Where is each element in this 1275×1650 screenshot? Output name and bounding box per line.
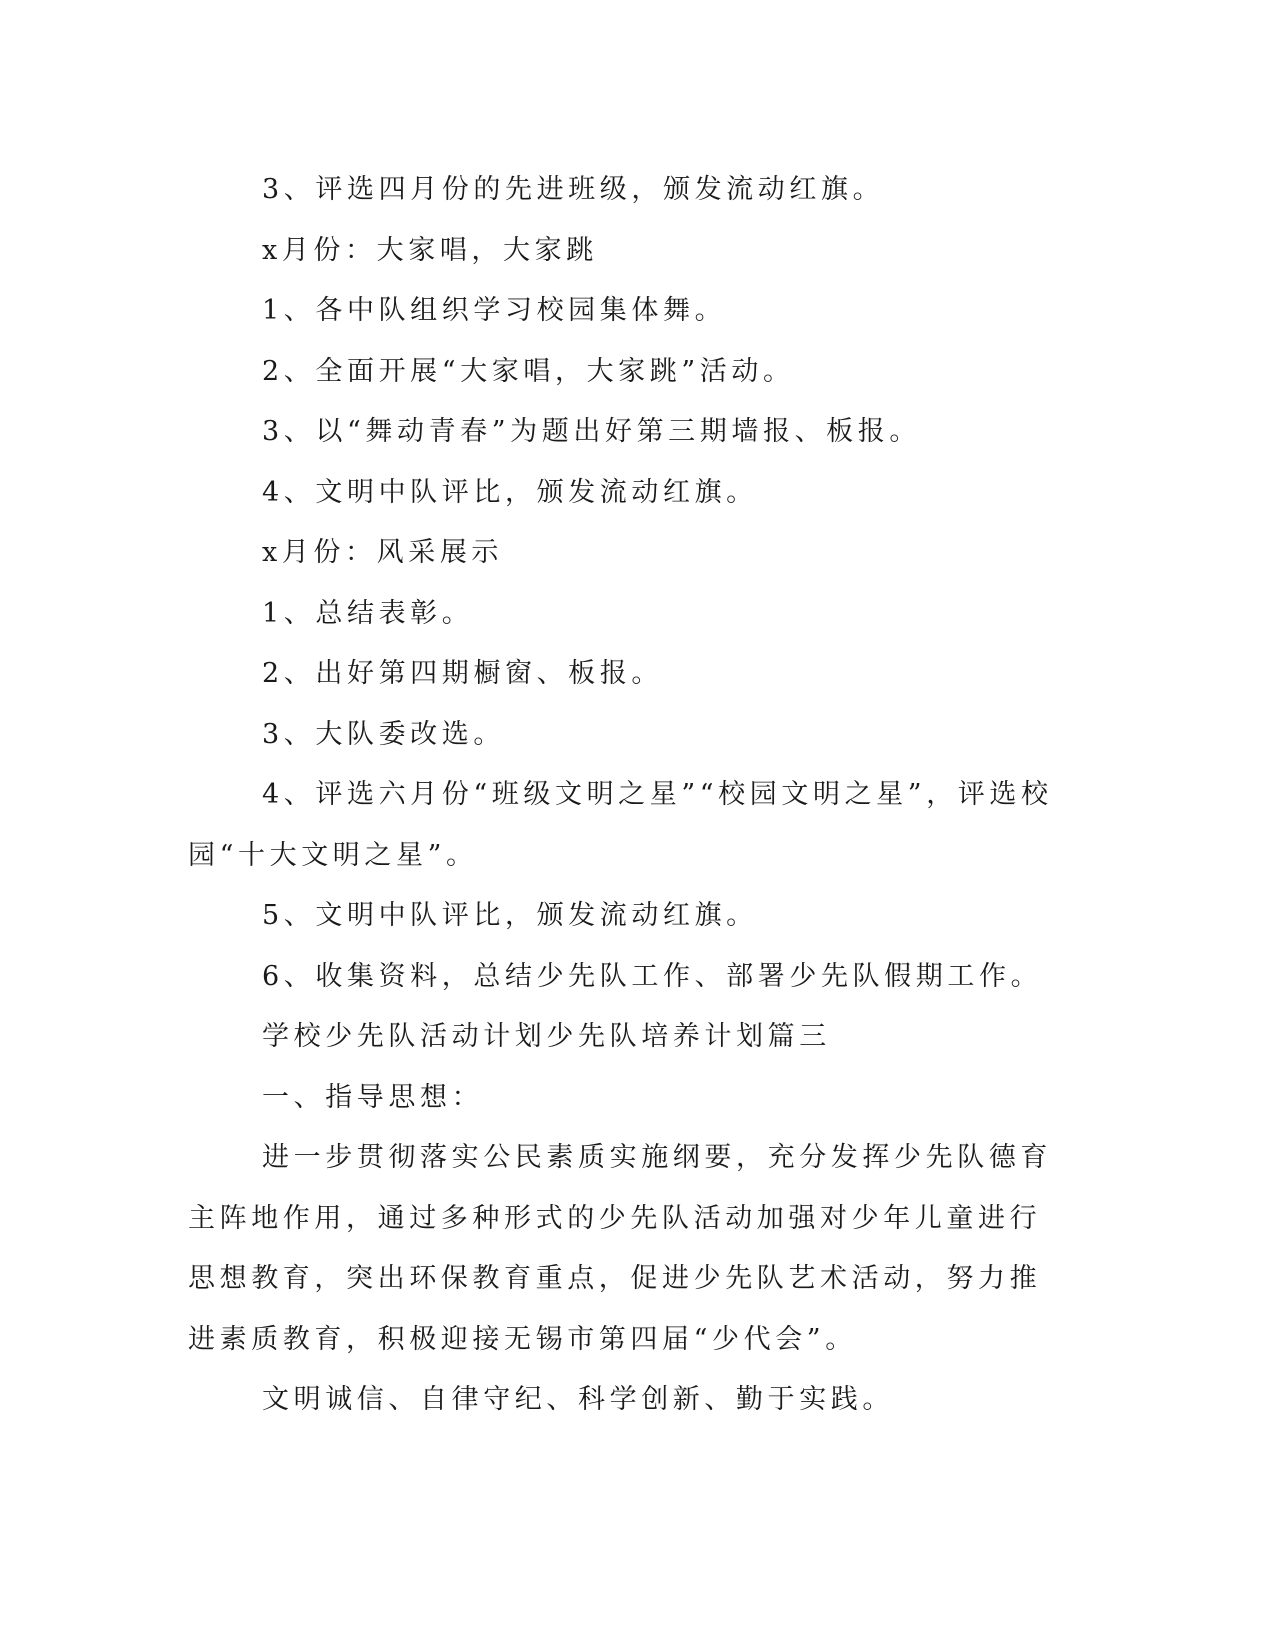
- paragraph-squad-evaluation-2: 5、文明中队评比，颁发流动红旗。: [262, 900, 758, 931]
- paragraph-summary-work: 6、收集资料，总结少先队工作、部署少先队假期工作。: [262, 960, 1043, 992]
- heading-month-showcase: x月份：风采展示: [262, 537, 504, 568]
- paragraph-campus-dance: 1、各中队组织学习校园集体舞。: [262, 295, 727, 326]
- paragraph-window-board: 2、出好第四期橱窗、板报。: [262, 658, 663, 689]
- heading-month-sing-dance: x月份：大家唱，大家跳: [262, 234, 598, 266]
- paragraph-star-selection: 4、评选六月份“班级文明之星”“校园文明之星”，评选校园“十大文明之星”。: [188, 779, 1053, 871]
- paragraph-squad-evaluation: 4、文明中队评比，颁发流动红旗。: [262, 476, 758, 508]
- paragraph-committee-election: 3、大队委改选。: [262, 718, 505, 750]
- paragraph-guiding-idea: 进一步贯彻落实公民素质实施纲要，充分发挥少先队德育主阵地作用，通过多种形式的少先队活动加强对少年儿童进行思想教育，突出环保教育重点，促进少先队艺术活动，努力推进素质教育，积极迎接无锡市第四届“少代会”。: [188, 1142, 1052, 1355]
- paragraph-commendation: 1、总结表彰。: [262, 597, 474, 629]
- paragraph-april-award: 3、评选四月份的先进班级，颁发流动红旗。: [262, 174, 885, 205]
- subheading-guiding-idea: 一、指导思想：: [262, 1081, 484, 1113]
- paragraph-sing-dance-activity: 2、全面开展“大家唱，大家跳”活动。: [262, 355, 795, 387]
- paragraph-motto: 文明诚信、自律守纪、科学创新、勤于实践。: [262, 1384, 894, 1415]
- document-body: [188, 160, 1068, 1431]
- section-title: 学校少先队活动计划少先队培养计划篇三: [262, 1021, 831, 1052]
- paragraph-wall-newspaper: 3、以“舞动青春”为题出好第三期墙报、板报。: [262, 416, 921, 447]
